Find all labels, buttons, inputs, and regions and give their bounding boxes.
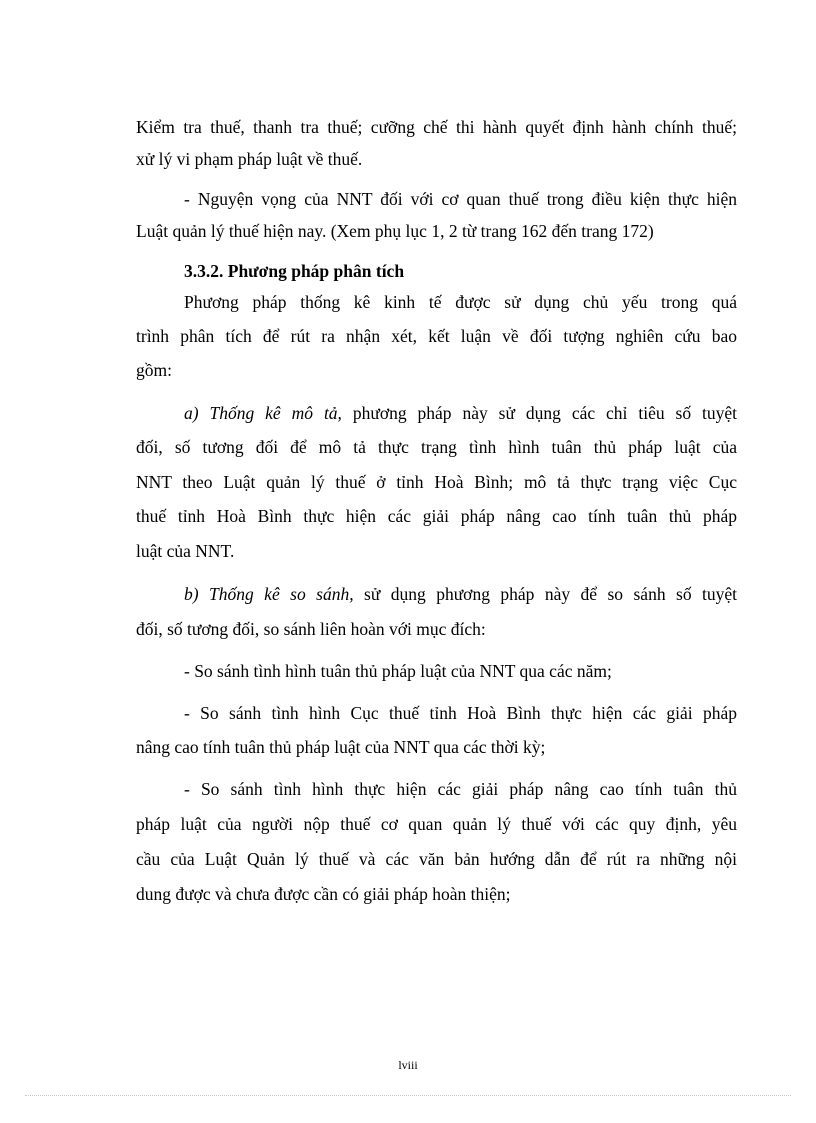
body-text-line: gồm: (136, 360, 172, 380)
item-b-text: sử dụng phương pháp này để so sánh số tuyệt (353, 584, 737, 604)
bullet-line: cầu của Luật Quản lý thuế và các văn bản hướng dẫn để rút ra những nội (136, 849, 737, 869)
item-b-lead: b) Thống kê so sánh, (184, 584, 354, 604)
item-b-first-line (184, 583, 737, 605)
bullet-line: - So sánh tình hình tuân thủ pháp luật của NNT qua các năm; (184, 661, 612, 681)
bullet-line: pháp luật của người nộp thuế cơ quan quản lý thuế với các quy định, yêu (136, 814, 737, 834)
bullet-line: dung được và chưa được cần có giải pháp hoàn thiện; (136, 884, 511, 904)
body-text-line: - Nguyện vọng của NNT đối với cơ quan thuế trong điều kiện thực hiện (184, 189, 737, 209)
bullet-line: - So sánh tình hình thực hiện các giải pháp nâng cao tính tuân thủ (184, 779, 737, 799)
body-text-line: Kiểm tra thuế, thanh tra thuế; cưỡng chế thi hành quyết định hành chính thuế; (136, 117, 737, 137)
item-a-first-line (184, 402, 737, 424)
bullet-line: nâng cao tính tuân thủ pháp luật của NNT qua các thời kỳ; (136, 737, 546, 757)
page-number: lviii (398, 1058, 418, 1072)
body-text-line: NNT theo Luật quản lý thuế ở tỉnh Hoà Bình; mô tả thực trạng việc Cục (136, 472, 737, 492)
section-heading: 3.3.2. Phương pháp phân tích (184, 261, 405, 281)
body-text-line: luật của NNT. (136, 541, 235, 561)
body-text-line: trình phân tích để rút ra nhận xét, kết luận về đối tượng nghiên cứu bao (136, 326, 737, 346)
body-text-line: đối, số tương đối, so sánh liên hoàn với mục đích: (136, 619, 486, 639)
page-bottom-divider (25, 1095, 791, 1096)
body-text-line: xử lý vi phạm pháp luật về thuế. (136, 149, 363, 169)
body-text-line: thuế tỉnh Hoà Bình thực hiện các giải pháp nâng cao tính tuân thủ pháp (136, 506, 737, 526)
item-a-text: phương pháp này sử dụng các chỉ tiêu số tuyệt (341, 403, 737, 423)
body-text-line: Luật quản lý thuế hiện nay. (Xem phụ lục 1, 2 từ trang 162 đến trang 172) (136, 221, 654, 241)
item-a-lead: a) Thống kê mô tả, (184, 403, 342, 423)
body-text-line: đối, số tương đối để mô tả thực trạng tình hình tuân thủ pháp luật của (136, 437, 737, 457)
bullet-line: - So sánh tình hình Cục thuế tỉnh Hoà Bình thực hiện các giải pháp (184, 703, 737, 723)
body-text-line: Phương pháp thống kê kinh tế được sử dụng chủ yếu trong quá (184, 292, 737, 312)
